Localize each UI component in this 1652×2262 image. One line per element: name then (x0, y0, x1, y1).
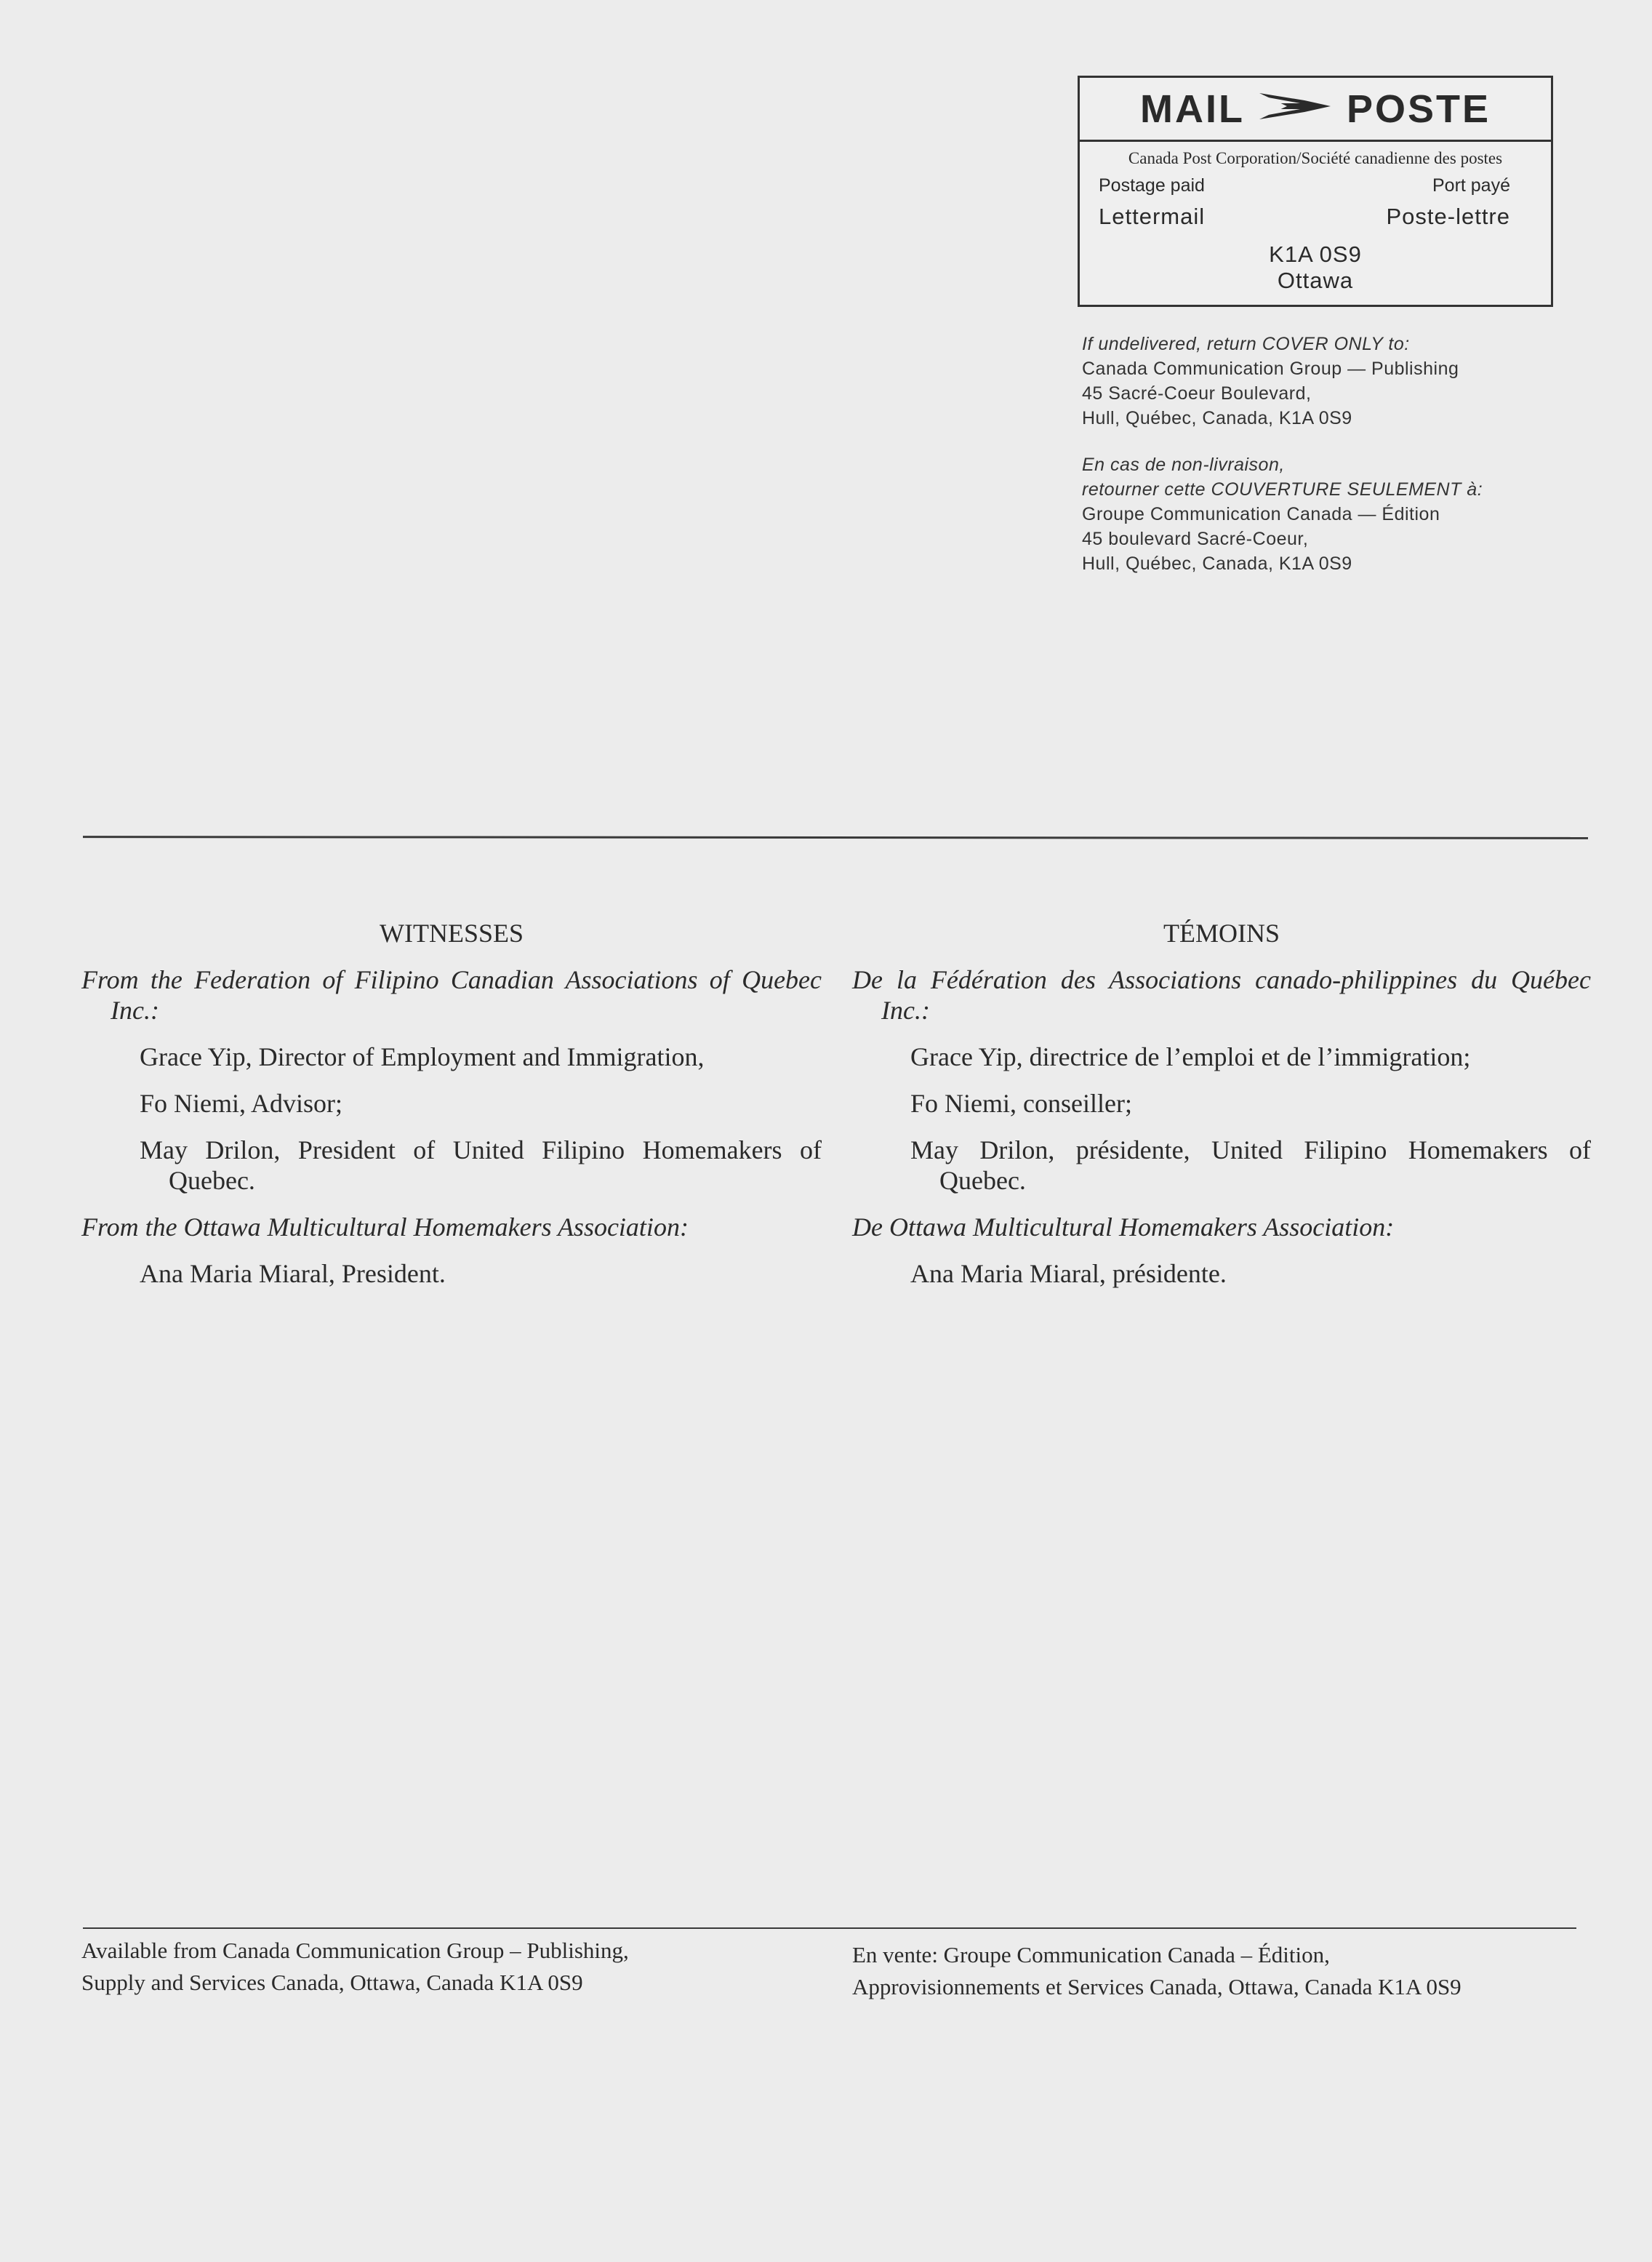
organization-name: From the Federation of Filipino Canadian Associations of Quebec Inc.: (81, 965, 822, 1025)
postal-code: K1A 0S9 (1269, 241, 1362, 267)
return-instruction: retourner cette COUVERTURE SEULEMENT à: (1082, 479, 1483, 500)
witnesses-heading: WITNESSES (380, 919, 524, 948)
return-address-line: Hull, Québec, Canada, K1A 0S9 (1082, 553, 1352, 574)
port-paye-label: Port payé (1432, 175, 1510, 196)
footer-line: Approvisionnements et Services Canada, Ottawa, Canada K1A 0S9 (852, 1974, 1461, 1999)
indicia-postal-code (1080, 241, 1551, 294)
poste-label: POSTE (1346, 87, 1491, 131)
witnesses-english (81, 918, 822, 1305)
return-address-line: 45 boulevard Sacré-Coeur, (1082, 529, 1309, 549)
poste-lettre-label: Poste-lettre (1386, 204, 1510, 229)
organization-name: De Ottawa Multicultural Homemakers Association: (852, 1212, 1395, 1242)
witness-entry: Grace Yip, Director of Employment and Immigration, (140, 1042, 705, 1071)
return-address-line: Hull, Québec, Canada, K1A 0S9 (1082, 408, 1352, 428)
indicia-class-row (1080, 204, 1551, 230)
witness-entry: May Drilon, President of United Filipino Homemakers of Quebec. (140, 1135, 822, 1195)
organization-name: From the Ottawa Multicultural Homemakers Association: (81, 1212, 689, 1242)
return-instruction: If undelivered, return COVER ONLY to: (1082, 334, 1410, 354)
witness-entry: Grace Yip, directrice de l’emploi et de l’immigration; (910, 1042, 1471, 1071)
return-address-line: 45 Sacré-Coeur Boulevard, (1082, 383, 1312, 404)
witnesses-french (852, 918, 1591, 1305)
indicia-corporation: Canada Post Corporation/Société canadienne des postes (1128, 149, 1503, 167)
footer-line: En vente: Groupe Communication Canada – Édition, (852, 1942, 1330, 1967)
indicia-header (1080, 78, 1551, 142)
postal-city: Ottawa (1277, 268, 1354, 293)
availability-french (852, 1939, 1461, 2003)
witness-entry: May Drilon, présidente, United Filipino Homemakers of Quebec. (910, 1135, 1591, 1195)
return-instruction: En cas de non-livraison, (1082, 455, 1285, 475)
footer-line: Supply and Services Canada, Ottawa, Canada K1A 0S9 (81, 1970, 583, 1995)
return-address-english (1082, 332, 1459, 431)
section-divider (83, 836, 1588, 839)
return-address-line: Canada Communication Group — Publishing (1082, 359, 1459, 379)
witness-entry: Fo Niemi, conseiller; (910, 1089, 1132, 1118)
postal-indicia (1078, 76, 1553, 307)
witness-entry: Ana Maria Miaral, President. (140, 1259, 446, 1288)
return-address-line: Groupe Communication Canada — Édition (1082, 504, 1440, 524)
temoins-heading: TÉMOINS (1163, 919, 1280, 948)
postage-paid-label: Postage paid (1099, 175, 1205, 196)
return-address-french (1082, 452, 1483, 576)
availability-english (81, 1935, 629, 1999)
indicia-postage-row (1080, 175, 1551, 196)
footer-divider (83, 1927, 1576, 1929)
footer-line: Available from Canada Communication Group – Publishing, (81, 1938, 629, 1963)
organization-name: De la Fédération des Associations canado-philippines du Québec Inc.: (852, 965, 1591, 1025)
mail-label: MAIL (1139, 87, 1245, 131)
witness-entry: Ana Maria Miaral, présidente. (910, 1259, 1227, 1288)
witness-entry: Fo Niemi, Advisor; (140, 1089, 343, 1118)
canada-post-logo-icon (1258, 87, 1334, 132)
lettermail-label: Lettermail (1099, 204, 1206, 229)
